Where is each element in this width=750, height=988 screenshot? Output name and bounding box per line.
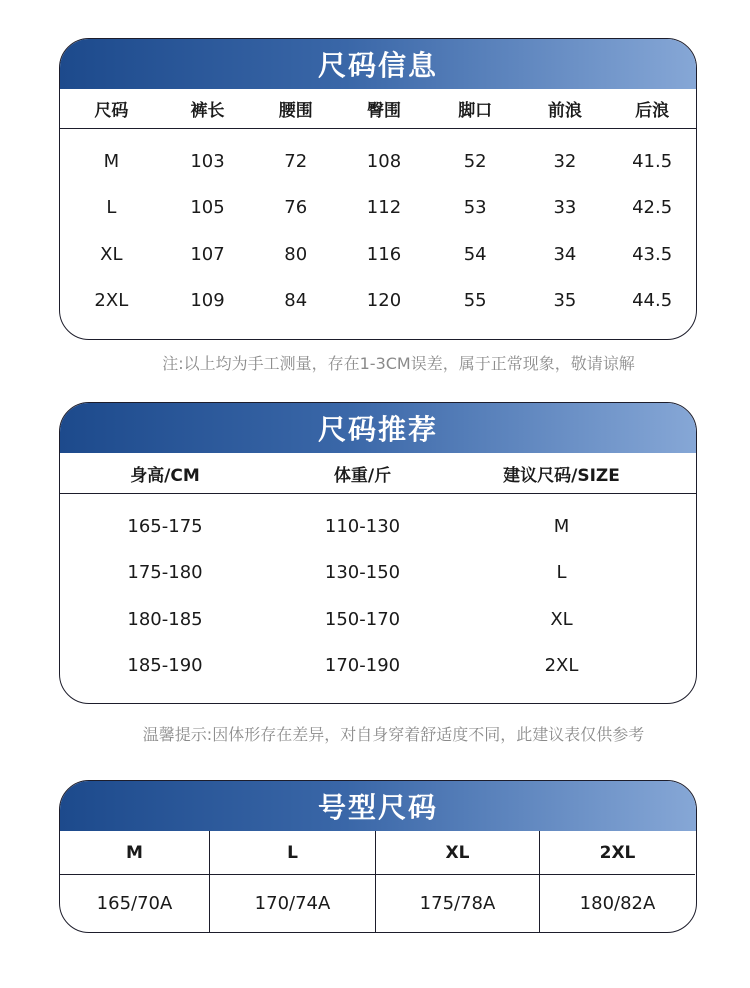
table-cell: 180-185 bbox=[127, 608, 203, 630]
table-cell: 52 bbox=[463, 150, 487, 172]
table-cell: 150-170 bbox=[324, 608, 401, 630]
measurement-note: 注:以上均为手工测量，存在1-3CM误差，属于正常现象，敬请谅解 bbox=[162, 354, 635, 373]
size-code-column bbox=[540, 831, 695, 932]
recommend-note: 温馨提示:因体形存在差异，对自身穿着舒适度不同，此建议表仅供参考 bbox=[142, 725, 645, 744]
header-cell: 后浪 bbox=[635, 101, 670, 121]
header-cell: 体重/斤 bbox=[333, 465, 392, 486]
table-cell: 44.5 bbox=[632, 290, 673, 312]
table-cell: XL bbox=[100, 243, 123, 265]
table-cell: 108 bbox=[366, 150, 402, 172]
table-row bbox=[60, 596, 696, 643]
table-cell: 120 bbox=[366, 290, 402, 312]
table-cell: L bbox=[106, 197, 117, 219]
size-code-table bbox=[59, 780, 697, 933]
table-cell: 33 bbox=[553, 197, 577, 219]
table-cell: 110-130 bbox=[324, 515, 401, 537]
table-cell: 34 bbox=[553, 243, 577, 265]
table-cell: 180/82A bbox=[579, 893, 656, 914]
table-cell: 32 bbox=[553, 150, 577, 172]
header-cell: 脚口 bbox=[458, 101, 493, 121]
table-cell: 84 bbox=[284, 290, 308, 312]
table-cell: 165-175 bbox=[127, 515, 203, 537]
table-cell: 42.5 bbox=[632, 197, 673, 219]
table-cell: 76 bbox=[284, 197, 308, 219]
table-cell: 185-190 bbox=[127, 655, 203, 677]
size-recommend-table bbox=[59, 402, 697, 704]
table-cell: 130-150 bbox=[324, 562, 401, 584]
table-cell: M bbox=[103, 150, 120, 172]
table-cell: 35 bbox=[553, 290, 577, 312]
table-cell: 116 bbox=[366, 243, 402, 265]
size-recommend-header-row bbox=[60, 453, 696, 494]
table-cell: 103 bbox=[190, 150, 225, 172]
table-cell: 107 bbox=[190, 243, 225, 265]
table-cell: 170-190 bbox=[324, 655, 401, 677]
table-cell: 112 bbox=[366, 197, 402, 219]
table-cell: 109 bbox=[190, 290, 225, 312]
table-cell: 175/78A bbox=[419, 893, 496, 914]
table-cell: 105 bbox=[190, 197, 225, 219]
table-cell: 175-180 bbox=[127, 562, 203, 584]
table-row bbox=[60, 185, 696, 232]
table-cell: 2XL bbox=[544, 655, 579, 677]
size-info-title: 尺码信息 bbox=[60, 39, 696, 89]
table-cell: 53 bbox=[463, 197, 487, 219]
table-cell: M bbox=[553, 515, 570, 537]
table-cell: L bbox=[556, 562, 567, 584]
table-row bbox=[60, 138, 696, 185]
table-row bbox=[60, 503, 696, 550]
header-cell: XL bbox=[376, 831, 539, 875]
header-cell: 建议尺码/SIZE bbox=[503, 465, 620, 486]
table-cell: 43.5 bbox=[632, 243, 673, 265]
header-cell: 臀围 bbox=[366, 101, 401, 121]
table-row bbox=[60, 278, 696, 325]
table-row bbox=[60, 643, 696, 690]
table-cell: 170/74A bbox=[254, 893, 331, 914]
table-cell: XL bbox=[550, 608, 573, 630]
header-cell: 前浪 bbox=[547, 101, 582, 121]
header-cell: 尺码 bbox=[94, 101, 129, 121]
size-code-column bbox=[210, 831, 376, 932]
size-info-table bbox=[59, 38, 697, 340]
table-cell: 80 bbox=[284, 243, 308, 265]
size-code-column bbox=[376, 831, 540, 932]
header-cell: 裤长 bbox=[190, 101, 225, 121]
header-cell: L bbox=[210, 831, 375, 875]
size-info-header-row bbox=[60, 89, 696, 129]
table-cell: 2XL bbox=[94, 290, 129, 312]
header-cell: 腰围 bbox=[278, 101, 313, 121]
header-cell: 2XL bbox=[540, 831, 695, 875]
table-cell: 165/70A bbox=[96, 893, 173, 914]
size-recommend-title: 尺码推荐 bbox=[60, 403, 696, 453]
table-cell: 72 bbox=[284, 150, 308, 172]
table-cell: 54 bbox=[463, 243, 487, 265]
table-cell: 41.5 bbox=[632, 150, 673, 172]
header-cell: 身高/CM bbox=[130, 465, 200, 486]
table-cell: 55 bbox=[463, 290, 487, 312]
size-code-title: 号型尺码 bbox=[60, 781, 696, 831]
table-row bbox=[60, 231, 696, 278]
table-row bbox=[60, 550, 696, 597]
size-code-column bbox=[60, 831, 210, 932]
header-cell: M bbox=[60, 831, 209, 875]
